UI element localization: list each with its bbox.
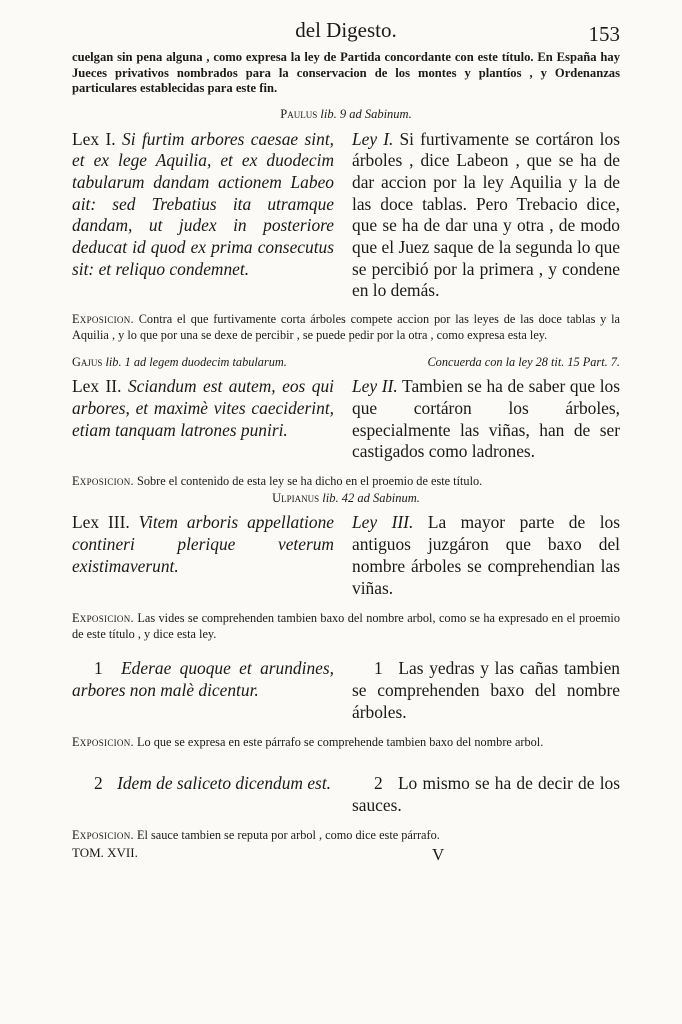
spanish-column	[352, 512, 620, 599]
source-lib: lib. 1 ad legem duodecim tabularum.	[105, 355, 287, 370]
source-author: Paulus	[280, 106, 318, 121]
latin-text: Idem de saliceto dicendum est.	[117, 772, 331, 793]
spanish-column	[352, 376, 620, 463]
exposicion-text: Las vides se comprehenden tambien baxo del nombre arbol, como se ha expresado en el proemio de este título , y dice esta ley.	[72, 611, 621, 641]
intro-paragraph: cuelgan sin pena alguna , como expresa la ley de Partida concordante con este título. En España hay Jueces privativos nombrados para la conservacion de los montes y plantíos , y Ordenanzas particulares establecidas para este fin.	[72, 50, 620, 95]
spanish-label: Ley III.	[352, 512, 414, 533]
latin-text: Vitem arboris appellatione contineri plerique veterum existimaverunt.	[72, 512, 334, 576]
law-columns	[72, 658, 620, 723]
spanish-column	[352, 129, 620, 303]
law-columns	[72, 512, 620, 599]
page	[72, 0, 620, 865]
latin-label: Lex I.	[72, 128, 116, 149]
spanish-label: Ley II.	[352, 376, 398, 397]
latin-label: Lex II.	[72, 376, 122, 397]
spanish-label: 1	[374, 658, 383, 679]
signature-mark: V	[432, 844, 445, 864]
latin-text: Sciandum est autem, eos qui arbores, et maximè vites caeciderint, etiam tanquam latrones puniri.	[72, 376, 334, 440]
latin-label: 1	[94, 658, 103, 679]
volume-label: TOM. XVII.	[72, 844, 138, 860]
spanish-column	[352, 773, 620, 816]
exposicion	[72, 735, 620, 751]
spanish-text: Tambien se ha de saber que los que cortáron los árboles, especialmente las viñas, han de ser castigados como ladrones.	[352, 376, 620, 462]
exposicion-text: Contra el que furtivamente corta árboles compete accion por las leyes de las doce tablas y la Aquilia , y lo que por una se dexe de percibir , se puede pedir por la otra , como expresa esta ley.	[72, 312, 621, 342]
source-lib: lib. 42 ad Sabinum.	[322, 491, 420, 506]
latin-text: Si furtim arbores caesae sint, et ex lege Aquilia, et ex duodecim tabularum dandam actionem Labeo ait: sed Trebatius ita utramque dandam, ut judex in posteriore deducat id quod ex prima consecutus sit: et reliquo condemnet.	[72, 128, 334, 279]
latin-column	[72, 658, 334, 723]
exposicion-label: Exposicion.	[72, 735, 134, 750]
latin-text: Ederae quoque et arundines, arbores non malè dicentur.	[72, 658, 334, 700]
exposicion-label: Exposicion.	[72, 611, 134, 626]
exposicion-label: Exposicion.	[72, 828, 134, 843]
exposicion	[72, 828, 620, 844]
source-line	[72, 355, 620, 370]
exposicion-label: Exposicion.	[72, 312, 134, 327]
exposicion-label: Exposicion.	[72, 473, 134, 488]
page-footer	[72, 845, 620, 865]
latin-column	[72, 512, 334, 599]
running-title: del Digesto.	[295, 18, 397, 42]
concuerda-note: Concuerda con la ley 28 tit. 15 Part. 7.	[427, 355, 620, 370]
spanish-text: Las yedras y las cañas tambien se comprehenden baxo del nombre árboles.	[352, 658, 620, 722]
exposicion	[72, 474, 620, 490]
page-number: 153	[588, 22, 620, 46]
spanish-label: 2	[374, 772, 383, 793]
exposicion	[72, 312, 620, 343]
exposicion-text: Lo que se expresa en este párrafo se comprehende tambien baxo del nombre arbol.	[136, 735, 544, 750]
source-line	[72, 491, 620, 506]
source-lib: lib. 9 ad Sabinum.	[320, 106, 412, 121]
source-author: Ulpianus	[272, 491, 320, 506]
exposicion	[72, 611, 620, 642]
latin-label: Lex III.	[72, 512, 130, 533]
source-left	[72, 355, 287, 370]
spanish-text: Si furtivamente se cortáron los árboles , dice Labeon , que se ha de dar accion por la ley Aquilia y la de las doce tablas. Pero Trebacio dice, que se ha de dar una y otra , de modo que el Juez saque de la segunda lo que se percibió por la primera , y condene en lo demás.	[352, 128, 620, 301]
law-columns	[72, 773, 620, 816]
law-columns	[72, 376, 620, 463]
exposicion-text: Sobre el contenido de esta ley se ha dicho en el proemio de este título.	[136, 473, 483, 488]
exposicion-text: El sauce tambien se reputa por arbol , como dice este párrafo.	[136, 828, 440, 843]
spanish-column	[352, 658, 620, 723]
latin-column	[72, 376, 334, 463]
latin-column	[72, 773, 334, 816]
latin-column	[72, 129, 334, 303]
source-line	[72, 107, 620, 122]
spanish-label: Ley I.	[352, 128, 394, 149]
law-columns	[72, 129, 620, 303]
source-author: Gajus	[72, 355, 103, 370]
spanish-text: Lo mismo se ha de decir de los sauces.	[352, 772, 620, 815]
spanish-text: La mayor parte de los antiguos juzgáron que baxo del nombre árboles se comprehendian las viñas.	[352, 512, 621, 598]
latin-label: 2	[94, 772, 103, 793]
page-header	[72, 0, 620, 50]
